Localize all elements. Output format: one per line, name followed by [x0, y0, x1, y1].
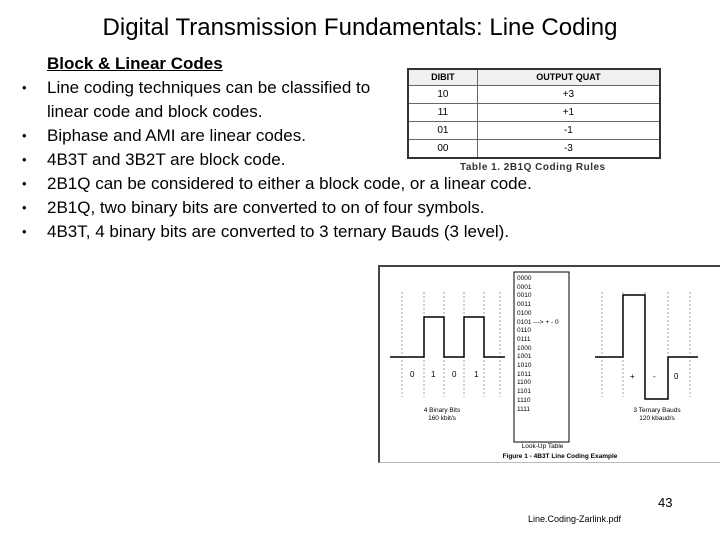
- table-row: [408, 122, 660, 140]
- lookup-code: 1101: [517, 388, 531, 396]
- input-bit: 0: [452, 370, 457, 379]
- bullet-item: [22, 196, 602, 220]
- table-cell: 10: [408, 86, 477, 104]
- bullet-text: 4B3T and 3B2T are block code.: [47, 150, 286, 169]
- bullet-item: [22, 220, 602, 244]
- bullet-dot: •: [22, 200, 27, 215]
- lookup-result: + - 0: [545, 318, 559, 326]
- lookup-code: 1010: [517, 362, 532, 370]
- lookup-code: 0011: [517, 301, 531, 309]
- bullet-text: 4B3T, 4 binary bits are converted to 3 ternary Bauds (3 level).: [47, 222, 510, 241]
- table-cell: 00: [408, 140, 477, 159]
- lookup-code: 0001: [517, 283, 532, 291]
- bullet-dot: •: [22, 176, 27, 191]
- line-coding-figure: [378, 265, 720, 463]
- lookup-code: 1100: [517, 379, 531, 387]
- bullet-dot: •: [22, 128, 27, 143]
- bullet-dot: •: [22, 224, 27, 239]
- ternary-waveform: [595, 295, 698, 399]
- table-header-cell: DIBIT: [408, 69, 477, 86]
- baud-grid: [602, 292, 690, 397]
- table-row: [408, 140, 660, 159]
- table-cell: +3: [477, 86, 660, 104]
- bullet-text: 2B1Q, two binary bits are converted to on of four symbols.: [47, 198, 485, 217]
- lookup-code: 1000: [517, 344, 532, 352]
- table-row: [408, 86, 660, 104]
- output-symbol: -: [653, 372, 656, 381]
- input-bit: 0: [410, 370, 415, 379]
- bullet-text: Biphase and AMI are linear codes.: [47, 126, 306, 145]
- lookup-table-label: Look-Up Table: [521, 443, 564, 450]
- table-row: [408, 104, 660, 122]
- lookup-code: 0111: [517, 335, 531, 343]
- coding-rules-table: [407, 68, 661, 159]
- page-number: 43: [658, 495, 673, 510]
- lookup-code: 1110: [517, 396, 531, 404]
- figure-caption: Figure 1 - 4B3T Line Coding Example: [502, 453, 618, 460]
- table-header-cell: OUTPUT QUAT: [477, 69, 660, 86]
- output-label: 3 Ternary Bauds 120 kbaud/s: [633, 407, 681, 422]
- table-cell: 01: [408, 122, 477, 140]
- bullet-dot: •: [22, 80, 27, 95]
- table-caption: Table 1. 2B1Q Coding Rules: [460, 162, 606, 173]
- source-note: Line.Coding-Zarlink.pdf: [528, 514, 622, 524]
- table-cell: +1: [477, 104, 660, 122]
- table-cell: -1: [477, 122, 660, 140]
- lookup-code: 1011: [517, 370, 531, 378]
- lookup-code: 0010: [517, 292, 532, 300]
- bullet-text: 2B1Q can be considered to either a block code, or a linear code.: [47, 174, 532, 193]
- bullet-text: linear code and block codes.: [47, 102, 263, 121]
- lookup-code: 1111: [517, 405, 531, 413]
- lookup-code: 0000: [517, 275, 532, 282]
- input-bit: 1: [474, 370, 479, 379]
- table-cell: 11: [408, 104, 477, 122]
- lookup-code: 0100: [517, 309, 532, 317]
- output-symbol: 0: [674, 372, 679, 381]
- lookup-code: 0110: [517, 327, 531, 335]
- bullet-text: Line coding techniques can be classified to: [47, 78, 371, 97]
- lookup-code: 1001: [517, 353, 532, 361]
- input-label: 4 Binary Bits 160 kbit/s: [423, 407, 461, 422]
- bullet-heading: Block & Linear Codes: [47, 54, 223, 73]
- bullet-dot: •: [22, 152, 27, 167]
- bullet-item: [22, 172, 602, 196]
- output-symbol: +: [630, 372, 635, 381]
- bit-grid: [402, 292, 500, 397]
- lookup-codes: [517, 275, 562, 414]
- table-header-row: [408, 69, 660, 86]
- lookup-code: 0101 ---> + - 0: [517, 318, 559, 326]
- slide-title: Digital Transmission Fundamentals: Line Coding: [102, 14, 618, 41]
- table-cell: -3: [477, 140, 660, 159]
- input-bit: 1: [431, 370, 436, 379]
- binary-waveform: [390, 317, 505, 357]
